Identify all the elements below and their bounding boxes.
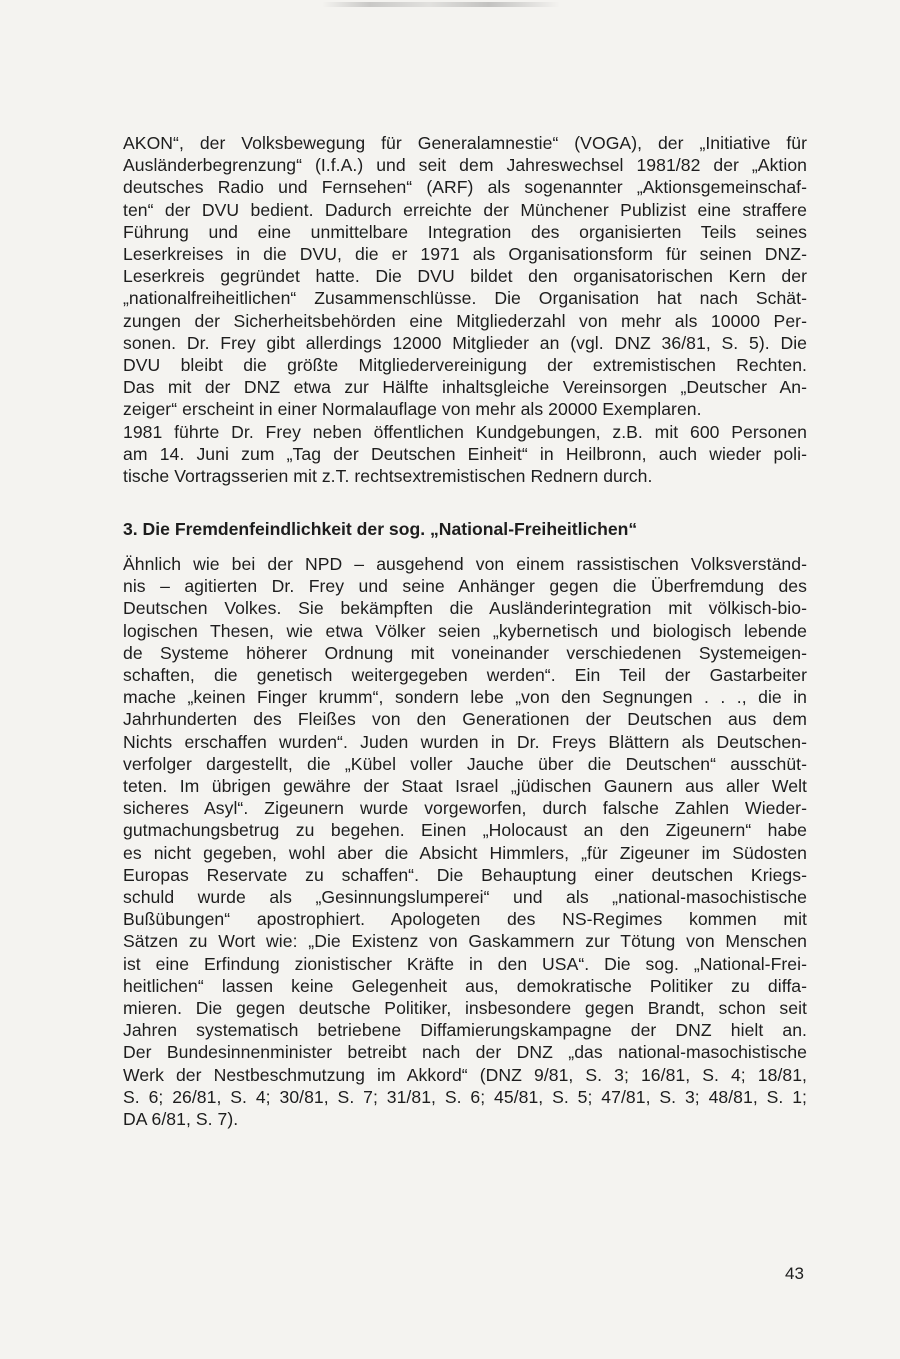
text-line: deutsches Radio und Fernsehen“ (ARF) als sogenannter „Aktionsgemeinschaf- — [123, 177, 807, 198]
body-paragraph-1 — [123, 132, 807, 487]
text-line: Europas Reservate zu schaffen“. Die Behauptung einer deutschen Kriegs- — [123, 864, 807, 885]
text-line: „nationalfreiheitlichen“ Zusammenschlüsse. Die Organisation hat nach Schät- — [123, 288, 807, 309]
page-number: 43 — [785, 1264, 804, 1283]
text-line: Sätzen zu Wort wie: „Die Existenz von Gaskammern zur Tötung von Menschen — [123, 931, 807, 952]
text-line: Der Bundesinnenminister betreibt nach der DNZ „das national-masochistische — [123, 1042, 807, 1063]
text-line: gutmachungsbetrug zu begehen. Einen „Holocaust an den Zigeunern“ habe — [123, 820, 807, 841]
text-line: mache „keinen Finger krumm“, sondern lebe „von den Segnungen . . ., die in — [123, 687, 807, 708]
text-line: AKON“, der Volksbewegung für Generalamnestie“ (VOGA), der „Initiative für — [123, 133, 807, 153]
text-line: S. 6; 26/81, S. 4; 30/81, S. 7; 31/81, S. 6; 45/81, S. 5; 47/81, S. 3; 48/81, S. 1; — [123, 1086, 807, 1107]
text-line: Leserkreises in die DVU, die er 1971 als Organisationsform für seinen DNZ- — [123, 244, 807, 265]
scan-artifact — [322, 2, 560, 7]
text-line: teten. Im übrigen gewähre der Staat Israel „jüdischen Gaunern aus aller Welt — [123, 776, 807, 797]
text-line: ist eine Erfindung zionistischer Kräfte in den USA“. Die sog. „National-Frei- — [123, 953, 807, 974]
text-line: 1981 führte Dr. Frey neben öffentlichen Kundgebungen, z.B. mit 600 Personen — [123, 421, 807, 442]
text-line: am 14. Juni zum „Tag der Deutschen Einheit“ in Heilbronn, auch wieder poli- — [123, 443, 807, 464]
text-line: logischen Thesen, wie etwa Völker seien „kybernetisch und biologisch lebende — [123, 620, 807, 641]
text-line: de Systeme höherer Ordnung mit voneinander verschiedenen Systemeigen- — [123, 642, 807, 663]
text-line: Ähnlich wie bei der NPD – ausgehend von einem rassistischen Volksverständ- — [123, 554, 807, 574]
text-line: mieren. Die gegen deutsche Politiker, insbesondere gegen Brandt, schon seit — [123, 998, 807, 1019]
text-line: sonen. Dr. Frey gibt allerdings 12000 Mitglieder an (vgl. DNZ 36/81, S. 5). Die — [123, 332, 807, 353]
text-line: Jahrhunderten des Fleißes von den Generationen der Deutschen aus dem — [123, 709, 807, 730]
text-line: DVU bleibt die größte Mitgliedervereinigung der extremistischen Rechten. — [123, 355, 807, 376]
text-line: verfolger dargestellt, die „Kübel voller Jauche über die Deutschen“ ausschüt- — [123, 753, 807, 774]
text-line: schaften, die genetisch weitergegeben werden“. Ein Teil der Gastarbeiter — [123, 665, 807, 686]
text-line: schuld wurde als „Gesinnungslumperei“ und als „national-masochistische — [123, 887, 807, 908]
text-line: Jahren systematisch betriebene Diffamierungskampagne der DNZ hielt an. — [123, 1020, 807, 1041]
text-line: Leserkreis gegründet hatte. Die DVU bildet den organisatorischen Kern der — [123, 266, 807, 287]
section-heading: 3. Die Fremdenfeindlichkeit der sog. „National-Freiheitlichen“ — [123, 519, 638, 539]
text-line: nis – agitierten Dr. Frey und seine Anhänger gegen die Überfremdung des — [123, 576, 807, 597]
text-line: Ausländerbegrenzung“ (I.f.A.) und seit dem Jahreswechsel 1981/82 der „Aktion — [123, 155, 807, 176]
text-line: ten“ der DVU bedient. Dadurch erreichte der Münchener Publizist eine straffere — [123, 199, 807, 220]
text-line: DA 6/81, S. 7). — [123, 1109, 239, 1130]
text-line: zungen der Sicherheitsbehörden eine Mitgliederzahl von mehr als 10000 Per- — [123, 310, 807, 331]
text-line: tische Vortragsserien mit z.T. rechtsextremistischen Rednern durch. — [123, 466, 653, 487]
body-paragraph-2 — [123, 553, 807, 1130]
text-line: es nicht gegeben, wohl aber die Absicht Himmlers, „für Zigeuner im Südosten — [123, 842, 807, 863]
text-line: sicheres Asyl“. Zigeunern wurde vorgeworfen, durch falsche Zahlen Wieder- — [123, 798, 807, 819]
text-line: Das mit der DNZ etwa zur Hälfte inhaltsgleiche Vereinsorgen „Deutscher An- — [123, 377, 807, 398]
text-line: zeiger“ erscheint in einer Normalauflage von mehr als 20000 Exemplaren. — [123, 399, 702, 420]
text-line: Nichts erschaffen wurden“. Juden wurden in Dr. Freys Blättern als Deutschen- — [123, 731, 807, 752]
text-line: Bußübungen“ apostrophiert. Apologeten des NS-Regimes kommen mit — [123, 909, 807, 930]
text-line: Werk der Nestbeschmutzung im Akkord“ (DNZ 9/81, S. 3; 16/81, S. 4; 18/81, — [123, 1064, 807, 1085]
text-line: Deutschen Volkes. Sie bekämpften die Ausländerintegration mit völkisch-bio- — [123, 598, 807, 619]
text-line: heitlichen“ lassen keine Gelegenheit aus, demokratische Politiker zu diffa- — [123, 975, 807, 996]
text-line: Führung und eine unmittelbare Integration des organisierten Teils seines — [123, 221, 807, 242]
